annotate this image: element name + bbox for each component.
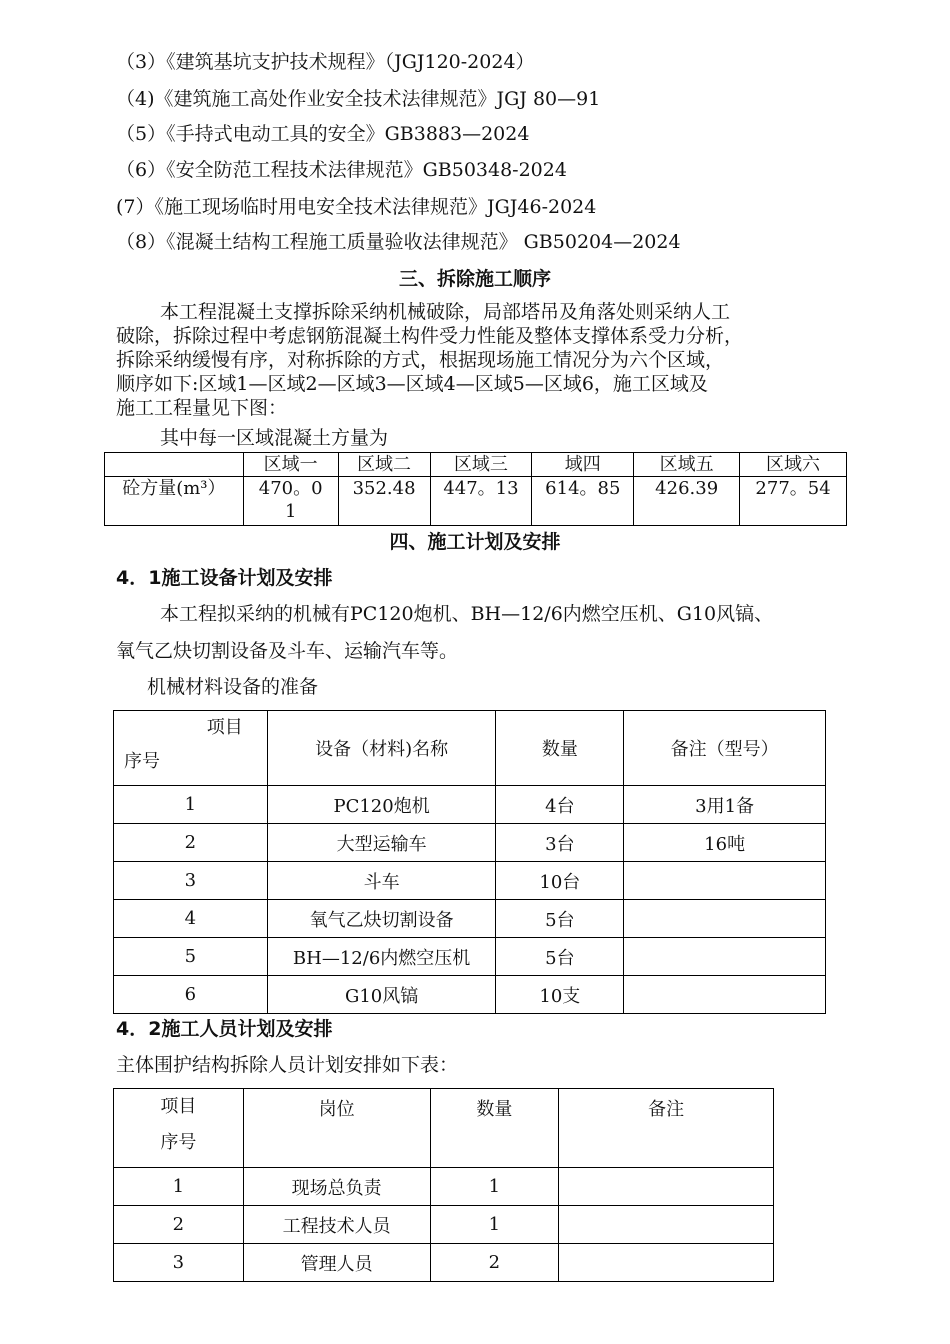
section3-para-line: 破除，拆除过程中考虑钢筋混凝土构件受力性能及整体支撑体系受力分析，	[116, 325, 744, 347]
section3-title: 三、拆除施工顺序	[398, 268, 551, 290]
table-cell: 5台	[496, 938, 624, 976]
section3-para-line: 拆除采纳缓慢有序，对称拆除的方式，根据现场施工情况分为六个区域，	[116, 349, 725, 371]
table-cell: 2	[430, 1244, 559, 1282]
table-cell: 6	[114, 976, 268, 1014]
table-header-cell: 设备（材料)名称	[267, 711, 496, 786]
table-row	[114, 976, 826, 1014]
table-header-cell	[114, 1089, 244, 1168]
section3-para-line: 顺序如下:区域1—区域2—区域3—区域4—区域5—区域6，施工区域及	[116, 373, 708, 395]
table-header-cell: 区域三	[430, 453, 532, 477]
reference-item: （5）《手持式电动工具的安全》GB3883—2024	[116, 123, 530, 145]
table-row-label: 砼方量(m³）	[105, 477, 244, 526]
table-cell: 2	[114, 1206, 244, 1244]
sub1-para-line: 氧气乙炔切割设备及斗车、运输汽车等。	[116, 640, 459, 662]
table-header-cell: 备注	[559, 1089, 774, 1168]
header-seq-label: 序号	[160, 1132, 197, 1153]
table-cell: 3	[114, 1244, 244, 1282]
table-cell: 1	[430, 1206, 559, 1244]
subsection-4-1-title: 4．1施工设备计划及安排	[116, 567, 333, 589]
equipment-table	[113, 710, 826, 1014]
table-cell: 大型运输车	[267, 824, 496, 862]
table-cell: 16吨	[624, 824, 826, 862]
table-cell: 2	[114, 824, 268, 862]
header-item-label: 项目	[206, 717, 243, 738]
table-header-cell: 数量	[430, 1089, 559, 1168]
table-cell: 4台	[496, 786, 624, 824]
table-row	[114, 786, 826, 824]
table-cell	[624, 938, 826, 976]
table-cell: 4	[114, 900, 268, 938]
equipment-table-caption: 机械材料设备的准备	[147, 676, 319, 698]
header-item-label: 项目	[160, 1096, 197, 1117]
table-cell: 1	[114, 786, 268, 824]
section4-title: 四、施工计划及安排	[389, 531, 561, 553]
table-header-cell	[114, 711, 268, 786]
volume-table	[104, 452, 847, 526]
table-cell: 470。0 1	[243, 477, 338, 526]
reference-item: （4)《建筑施工高处作业安全技术法律规范》JGJ 80—91	[116, 88, 601, 110]
table-cell: 447。13	[430, 477, 532, 526]
table-cell: 5	[114, 938, 268, 976]
table-cell: 管理人员	[243, 1244, 430, 1282]
table-cell: 277。54	[740, 477, 847, 526]
table-cell: PC120炮机	[267, 786, 496, 824]
table-cell: 1	[430, 1168, 559, 1206]
table-cell	[624, 900, 826, 938]
table-cell: 1	[114, 1168, 244, 1206]
table-row	[114, 1168, 774, 1206]
table-cell: 5台	[496, 900, 624, 938]
table-row	[114, 824, 826, 862]
section3-para-line: 本工程混凝土支撑拆除采纳机械破除，局部塔吊及角落处则采纳人工	[160, 301, 731, 323]
table-row	[114, 711, 826, 786]
table-cell	[559, 1206, 774, 1244]
table-header-cell: 区域二	[338, 453, 430, 477]
table-cell: BH—12/6内燃空压机	[267, 938, 496, 976]
table-cell: 10支	[496, 976, 624, 1014]
table-cell: 3用1备	[624, 786, 826, 824]
table-header-cell: 岗位	[243, 1089, 430, 1168]
table-row	[114, 938, 826, 976]
table-cell: 3	[114, 862, 268, 900]
table-cell: 现场总负责	[243, 1168, 430, 1206]
sub1-para-line: 本工程拟采纳的机械有PC120炮机、BH—12/6内燃空压机、G10风镐、	[160, 603, 774, 625]
table-cell: 352.48	[338, 477, 430, 526]
table-row	[114, 1244, 774, 1282]
table-row	[114, 862, 826, 900]
table-cell	[559, 1244, 774, 1282]
table-cell	[624, 862, 826, 900]
table-header-cell: 区域一	[243, 453, 338, 477]
table-header-cell: 数量	[496, 711, 624, 786]
staff-table-intro: 主体围护结构拆除人员计划安排如下表：	[116, 1054, 459, 1076]
table-cell: 10台	[496, 862, 624, 900]
table-cell: 3台	[496, 824, 624, 862]
table-row	[105, 477, 847, 526]
reference-item: （3）《建筑基坑支护技术规程》（JGJ120-2024）	[116, 51, 535, 73]
table-header-cell: 区域五	[634, 453, 740, 477]
table-cell: 工程技术人员	[243, 1206, 430, 1244]
staff-table	[113, 1088, 774, 1282]
reference-item: （8）《混凝土结构工程施工质量验收法律规范》 GB50204—2024	[116, 231, 681, 253]
table-row	[105, 453, 847, 477]
table-cell: G10风镐	[267, 976, 496, 1014]
table-cell: 426.39	[634, 477, 740, 526]
table-row	[114, 1089, 774, 1168]
header-seq-label: 序号	[124, 751, 160, 772]
table-cell	[559, 1168, 774, 1206]
table-header-cell	[105, 453, 244, 477]
reference-item: （6）《安全防范工程技术法律规范》GB50348-2024	[116, 159, 567, 181]
volume-intro: 其中每一区域混凝土方量为	[160, 427, 389, 449]
table-cell: 614。85	[532, 477, 634, 526]
subsection-4-2-title: 4．2施工人员计划及安排	[116, 1018, 333, 1040]
reference-item: (7）《施工现场临时用电安全技术法律规范》JGJ46-2024	[116, 196, 597, 218]
table-row	[114, 1206, 774, 1244]
table-header-cell: 区域六	[740, 453, 847, 477]
table-header-cell: 域四	[532, 453, 634, 477]
table-header-cell: 备注（型号）	[624, 711, 826, 786]
table-cell	[624, 976, 826, 1014]
section3-para-line: 施工工程量见下图：	[116, 397, 288, 419]
table-cell: 斗车	[267, 862, 496, 900]
table-cell: 氧气乙炔切割设备	[267, 900, 496, 938]
table-row	[114, 900, 826, 938]
